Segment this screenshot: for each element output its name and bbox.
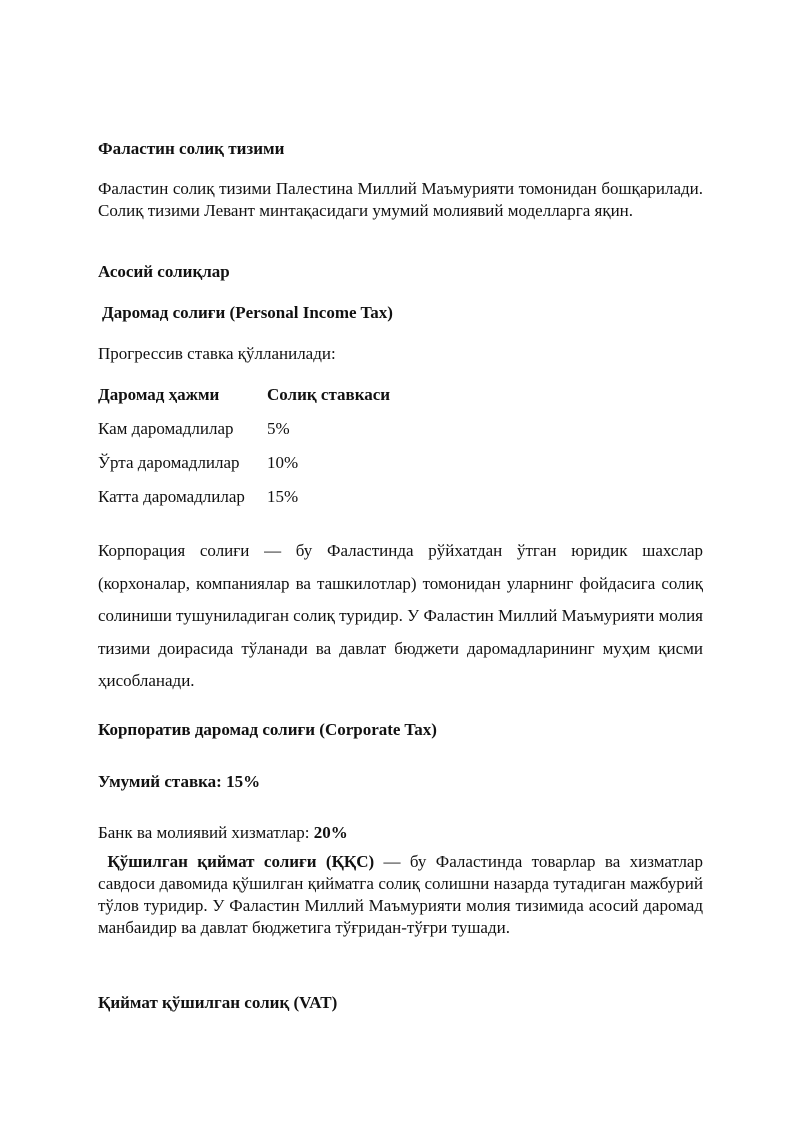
document-title: Фаластин солиқ тизими — [98, 139, 285, 158]
table-header-cell: Даромад ҳажми — [98, 385, 220, 404]
corporation-paragraph: Корпорация солиғи — бу Фаластинда рўйхатдан ўтган юридик шахслар (корхоналар, компаниялар ва ташкилотлар) томонидан уларнинг фойдасига солиқ солиниши тушуниладиган солиқ туридир. У Фаластин Миллий Маъмурияти молия тизими доирасида тўланади ва давлат бюджети даромадларининг муҳим қисми ҳисобланади. — [98, 541, 703, 690]
table-cell: 10% — [267, 453, 299, 472]
bank-rate-value: 20% — [313, 823, 348, 842]
main-taxes-heading: Асосий солиқлар — [98, 262, 230, 281]
income-tax-heading: Даромад солиғи (Personal Income Tax) — [102, 303, 393, 322]
table-cell: 5% — [267, 419, 290, 438]
bank-rate-line — [98, 823, 348, 843]
table-cell: Кам даромадлилар — [98, 419, 234, 438]
general-rate: Умумий ставка: 15% — [98, 772, 261, 791]
vat-term: Қўшилган қиймат солиғи (ҚҚС) — [107, 852, 375, 871]
table-cell: Катта даромадлилар — [98, 487, 245, 506]
table-header-cell: Солиқ ставкаси — [267, 385, 391, 404]
vat-heading: Қиймат қўшилган солиқ (VAT) — [98, 993, 338, 1012]
vat-paragraph — [98, 851, 703, 939]
document-page — [98, 0, 703, 1131]
corporate-tax-heading: Корпоратив даромад солиғи (Corporate Tax) — [98, 720, 437, 739]
table-cell: Ўрта даромадлилар — [98, 453, 240, 472]
vat-paragraph-text: — бу Фаластинда товарлар ва хизматлар савдоси давомида қўшилган қийматга солиқ солишни назарда тутадиган мажбурий тўлов туридир. У Фаластин Миллий Маъмурияти молия тизимида асосий даромад манбаидир ва давлат бюджетига тўғридан-тўғри тушади. — [98, 852, 703, 937]
intro-paragraph: Фаластин солиқ тизими Палестина Миллий Маъмурияти томонидан бошқарилади. Солиқ тизими Левант минтақасидаги умумий молиявий моделларга яқин. — [98, 179, 703, 220]
bank-rate-label: Банк ва молиявий хизматлар: — [98, 823, 314, 842]
table-cell: 15% — [267, 487, 299, 506]
progressive-note: Прогрессив ставка қўлланилади: — [98, 344, 336, 363]
